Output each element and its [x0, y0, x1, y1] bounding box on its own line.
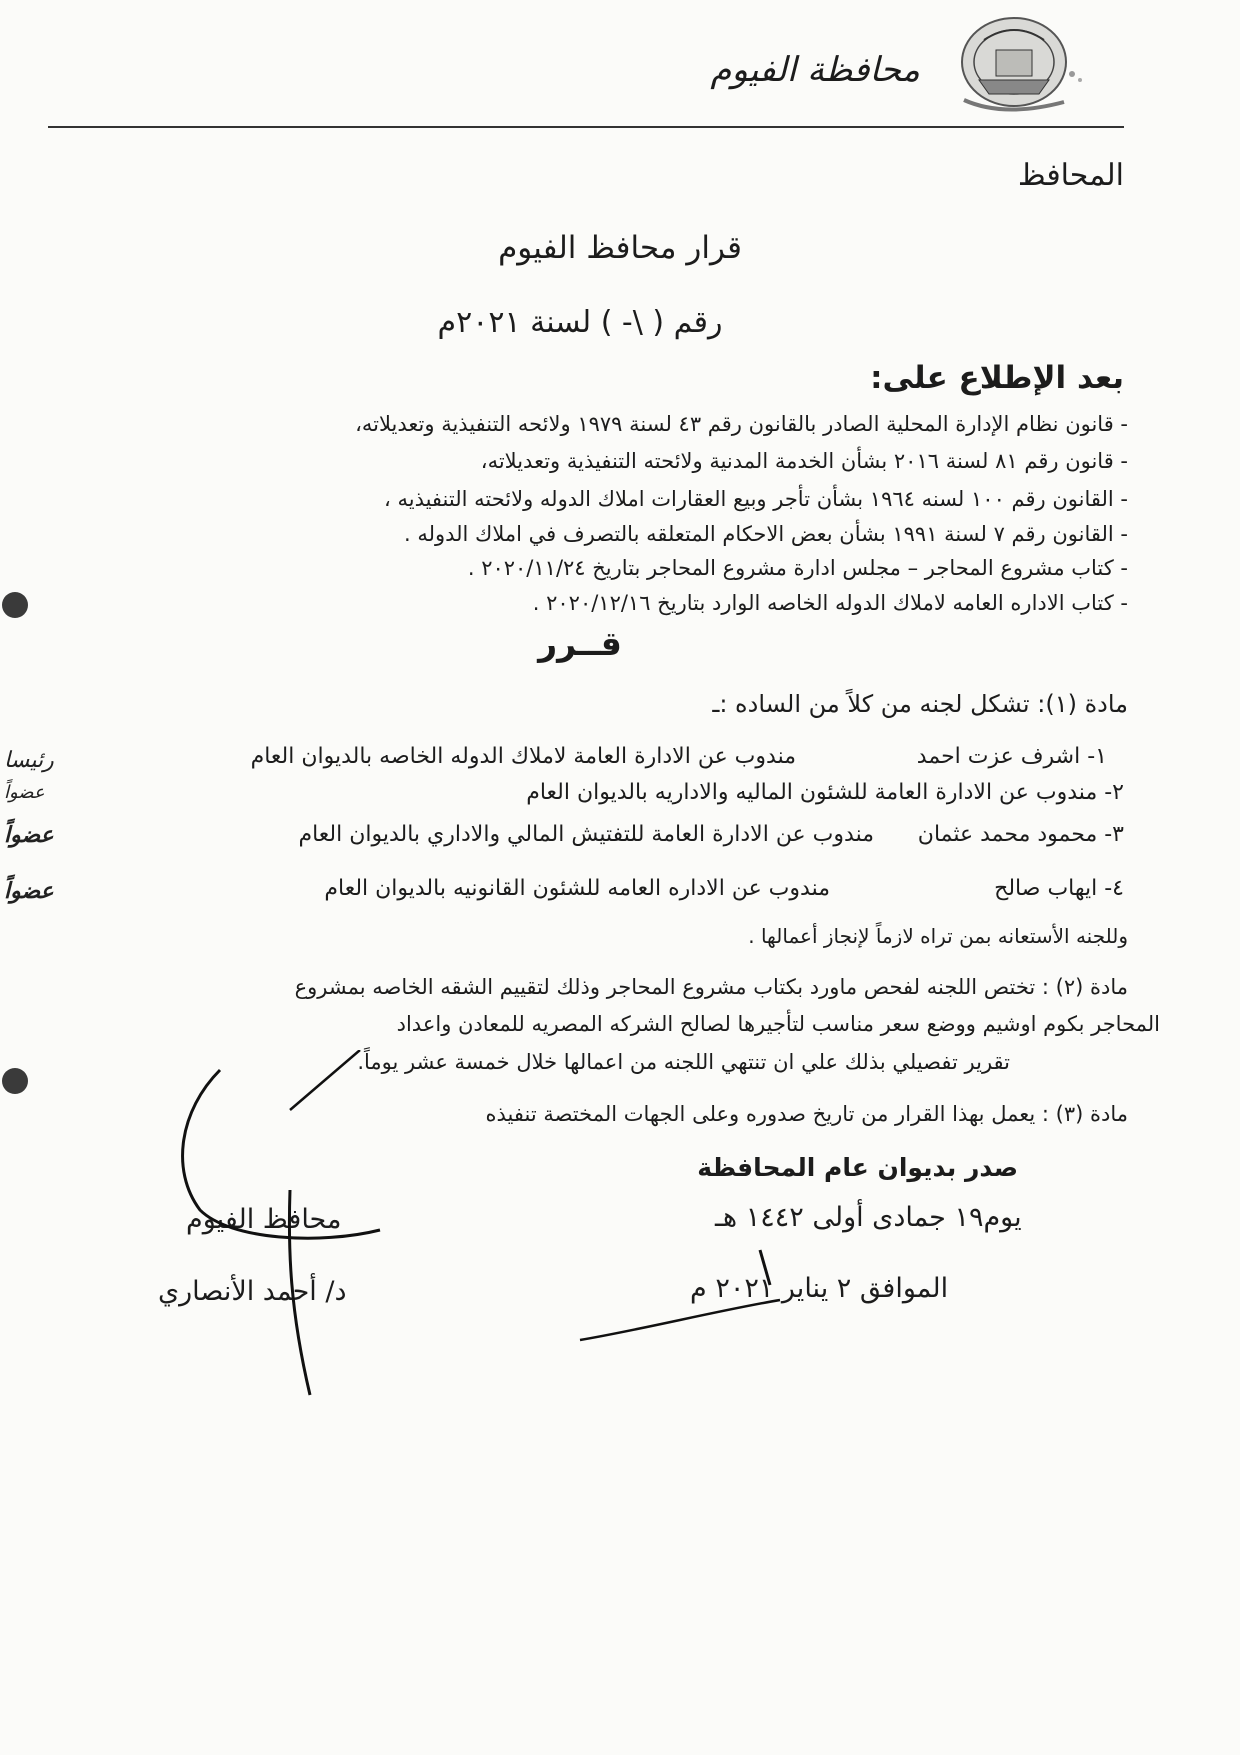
office-label: المحافظ — [1017, 158, 1124, 193]
article-2-line: مادة (٢) : تختص اللجنه لفحص ماورد بكتاب مشروع المحاجر وذلك لتقييم الشقه الخاصه بمشروع — [294, 975, 1128, 999]
reference-line: - القانون رقم ٧ لسنة ١٩٩١ بشأن بعض الاحكام المتعلقه بالتصرف في املاك الدوله . — [403, 522, 1128, 546]
reference-line: - كتاب مشروع المحاجر – مجلس ادارة مشروع المحاجر بتاريخ ٢٠٢٠/١١/٢٤ . — [467, 556, 1128, 580]
governor-signature — [160, 1050, 800, 1410]
reference-line: - قانون رقم ٨١ لسنة ٢٠١٦ بشأن الخدمة المدنية ولائحته التنفيذية وتعديلاته، — [480, 449, 1128, 473]
header-divider — [48, 126, 1124, 128]
member-role: ٢- مندوب عن الادارة العامة للشئون الماليه والاداريه بالديوان العام — [526, 780, 1124, 805]
decided-heading: قــرر — [538, 624, 622, 663]
governorate-name: محافظة الفيوم — [710, 50, 920, 90]
member-role: مندوب عن الادارة العامة للتفتيش المالي والاداري بالديوان العام — [298, 822, 874, 847]
decree-title: قرار محافظ الفيوم — [498, 230, 742, 266]
member-name: ٤- ايهاب صالح — [994, 876, 1124, 901]
reference-line: - القانون رقم ١٠٠ لسنه ١٩٦٤ بشأن تأجر وبيع العقارات املاك الدوله ولائحته التنفيذيه ، — [384, 487, 1128, 511]
gregorian-date: الموافق ٢ يناير ٢٠٢١ م — [690, 1273, 949, 1304]
issued-at: صدر بديوان عام المحافظة — [697, 1153, 1018, 1182]
member-position: رئيسا — [4, 748, 54, 773]
member-name: ٣- محمود محمد عثمان — [917, 822, 1124, 847]
decree-number: رقم ( \- ) لسنة ٢٠٢١م — [437, 305, 723, 340]
hijri-date: يوم١٩ جمادى أولى ١٤٤٢ هـ — [715, 1202, 1022, 1233]
member-position: عضواً — [4, 782, 45, 803]
punch-hole — [2, 1068, 28, 1094]
member-position: عضواً — [4, 878, 54, 904]
governor-name: د/ أحمد الأنصاري — [158, 1276, 347, 1307]
governorate-seal-icon — [944, 10, 1094, 120]
governor-title: محافظ الفيوم — [186, 1204, 342, 1235]
member-name: ١- اشرف عزت احمد — [916, 744, 1107, 769]
preamble-heading: بعد الإطلاع على: — [870, 360, 1124, 396]
member-position: عضواً — [4, 822, 54, 848]
article-3: مادة (٣) : يعمل بهذا القرار من تاريخ صدوره وعلى الجهات المختصة تنفيذه — [485, 1102, 1128, 1126]
article-2-line: تقرير تفصيلي بذلك علي ان تنتهي اللجنه من اعمالها خلال خمسة عشر يوماً. — [357, 1050, 1010, 1074]
punch-hole — [2, 592, 28, 618]
reference-line: - قانون نظام الإدارة المحلية الصادر بالقانون رقم ٤٣ لسنة ١٩٧٩ ولائحه التنفيذية وتعديلاته، — [355, 412, 1128, 436]
article-2-line: المحاجر بكوم اوشيم ووضع سعر مناسب لتأجيرها لصالح الشركه المصريه للمعادن واعداد — [396, 1012, 1160, 1036]
reference-line: - كتاب الاداره العامه لاملاك الدوله الخاصه الوارد بتاريخ ٢٠٢٠/١٢/١٦ . — [532, 591, 1128, 615]
article-1-heading: مادة (١): تشكل لجنه من كلاً من الساده :ـ — [712, 690, 1128, 718]
member-role: مندوب عن الاداره العامه للشئون القانونيه بالديوان العام — [324, 876, 830, 901]
assistance-note: وللجنه الأستعانه بمن تراه لازماً لإنجاز أعمالها . — [748, 924, 1128, 948]
member-role: مندوب عن الادارة العامة لاملاك الدوله الخاصه بالديوان العام — [250, 744, 796, 769]
